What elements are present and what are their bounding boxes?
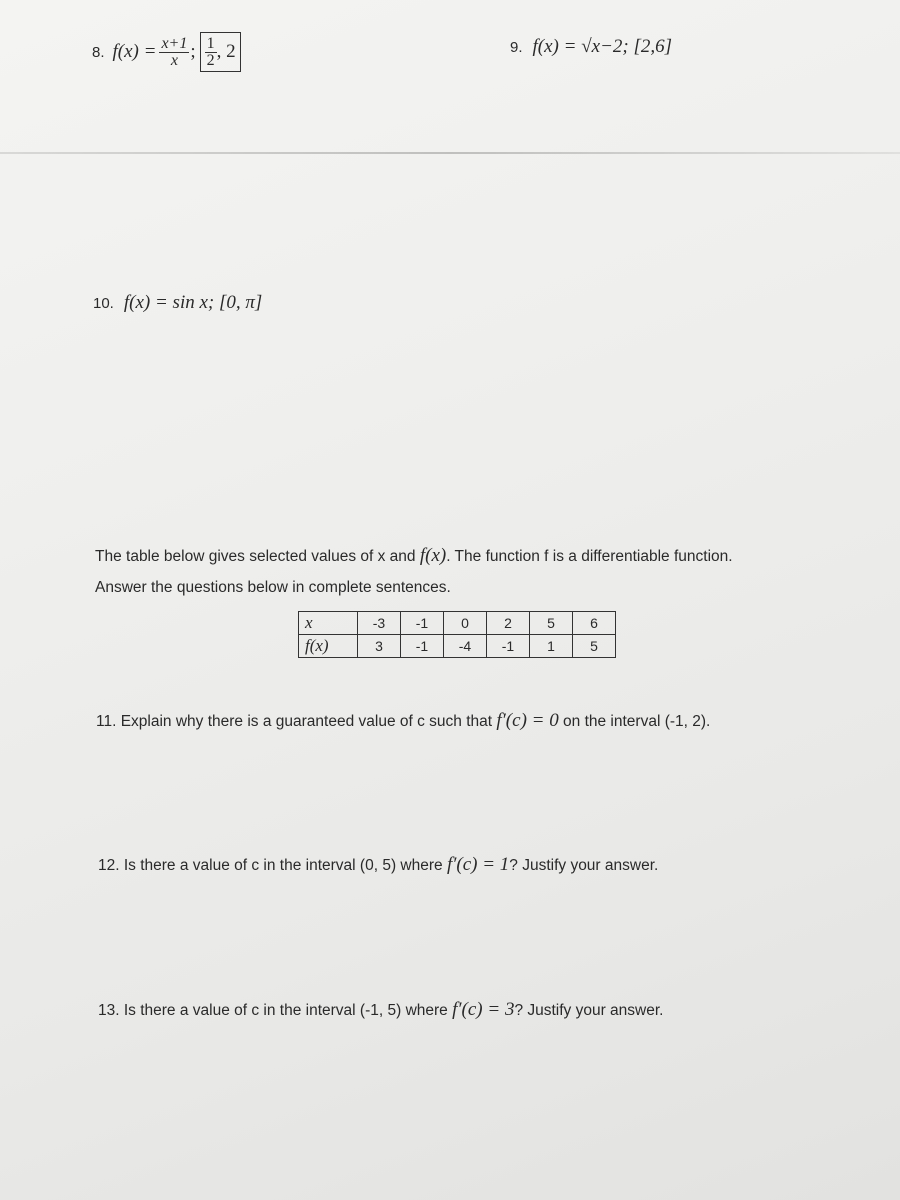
problem-10-expression: f(x) = sin x; [0, π] [123, 292, 263, 313]
table-cell: 0 [444, 612, 487, 635]
intro-line-1-f: f(x) [419, 545, 447, 566]
table-cell: -1 [487, 635, 530, 658]
values-table-wrap [298, 611, 616, 658]
question-11-b: on the interval (-1, 2). [558, 713, 711, 730]
table-cell: 6 [573, 612, 616, 635]
problem-8-interval-den: 2 [206, 52, 215, 70]
question-11-a: 11. Explain why there is a guaranteed value of c such that [96, 713, 497, 730]
problem-8 [92, 26, 241, 78]
problem-8-denominator: x [159, 52, 189, 69]
problem-8-fraction [159, 36, 189, 69]
problem-8-interval-end: , 2 [216, 41, 236, 62]
problem-8-interval-num: 1 [206, 35, 215, 53]
table-cell: 5 [530, 612, 573, 635]
question-13-a: 13. Is there a value of c in the interval (-1, 5) where [98, 1002, 453, 1019]
problem-10 [93, 292, 262, 314]
table-x-label: x [299, 612, 358, 635]
problem-8-number: 8. [92, 43, 105, 61]
table-cell: 1 [530, 635, 573, 658]
intro-line-2: Answer the questions below in complete sentences. [95, 579, 451, 596]
question-12-b: ? Justify your answer. [509, 857, 659, 874]
question-11 [96, 710, 710, 732]
table-cell: 2 [487, 612, 530, 635]
problem-8-interval [200, 32, 241, 72]
question-12 [98, 854, 658, 876]
question-13-b: ? Justify your answer. [514, 1002, 664, 1019]
problem-8-numerator: x+1 [161, 34, 188, 52]
table-row-fx [299, 635, 616, 658]
problem-9-expression: f(x) = √x−2; [2,6] [532, 36, 673, 57]
question-12-math: f′(c) = 1 [446, 854, 510, 875]
question-12-a: 12. Is there a value of c in the interval (0, 5) where [98, 857, 447, 874]
problem-9-number: 9. [510, 39, 523, 56]
question-13-math: f′(c) = 3 [452, 999, 515, 1020]
question-11-math: f′(c) = 0 [496, 710, 559, 731]
table-cell: 5 [573, 635, 616, 658]
table-cell: -1 [401, 612, 444, 635]
problem-8-interval-fraction [205, 36, 217, 69]
values-table [298, 611, 616, 658]
problem-8-lhs: f(x) = [112, 41, 157, 62]
table-row-x [299, 612, 616, 635]
table-cell: -1 [401, 635, 444, 658]
intro-line-1-a: The table below gives selected values of x and [95, 548, 420, 565]
table-fx-label: f(x) [299, 635, 358, 658]
question-13 [98, 999, 663, 1021]
table-cell: 3 [358, 635, 401, 658]
problem-9 [510, 36, 672, 58]
problem-10-number: 10. [93, 295, 114, 312]
table-cell: -3 [358, 612, 401, 635]
problem-8-separator: ; [190, 41, 196, 62]
intro-line-1-b: . The function f is a differentiable function. [446, 548, 733, 565]
page-fold-line [0, 152, 900, 154]
table-cell: -4 [444, 635, 487, 658]
intro-paragraph [95, 540, 855, 603]
intro-line-1 [95, 540, 855, 572]
